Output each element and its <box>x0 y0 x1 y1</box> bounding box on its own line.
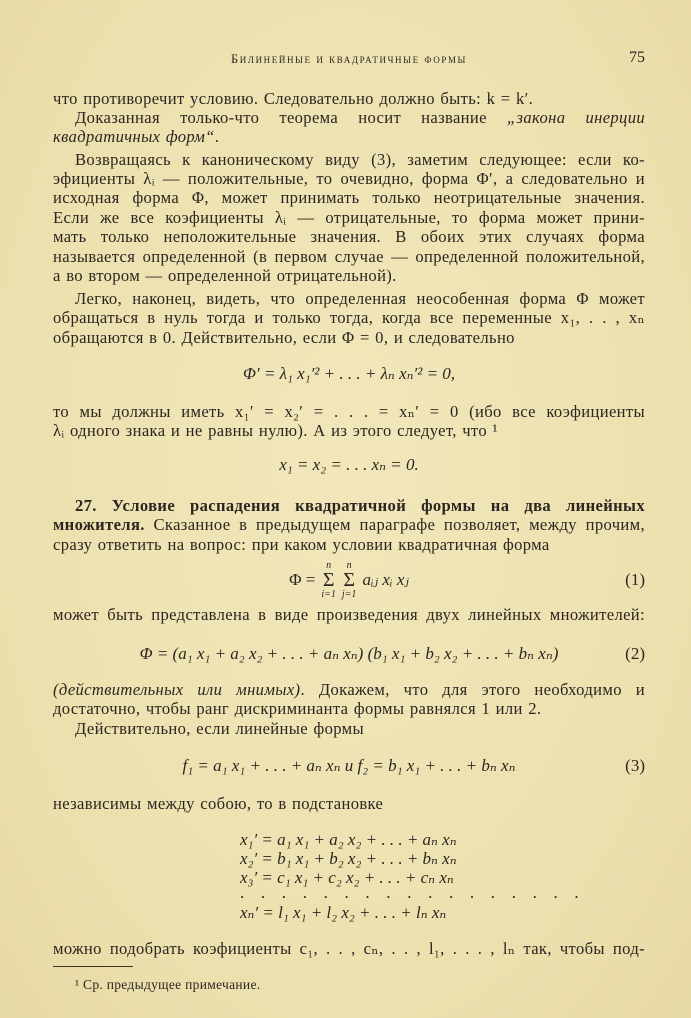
double-sum <box>289 560 409 600</box>
text-line <box>53 328 645 348</box>
equation-x-zero: x₁ = x₂ = . . . xₙ = 0. <box>279 455 419 474</box>
section-heading: множителя. <box>53 515 145 534</box>
sigma-j <box>342 560 357 600</box>
text-line <box>53 605 645 625</box>
footnote-rule <box>53 966 133 967</box>
text-span: Сказанное в предыдущем параграфе позволяет, между прочим, <box>144 515 645 534</box>
text-span: достаточно, чтобы ранг дискриминанта формы равнялся 1 или 2. <box>53 699 542 718</box>
text-line <box>53 188 645 208</box>
equation-2 <box>53 644 645 664</box>
text-line <box>53 108 645 128</box>
text-span: Если же все коэфициенты λᵢ — отрицательные, то форма может прини- <box>53 208 645 227</box>
text-line <box>53 308 645 328</box>
text-span: то мы должны иметь x₁′ = x₂′ = . . . = xₙ′ = 0 (ибо все коэфициенты <box>53 402 645 421</box>
italic-text: „закона инерции <box>506 108 646 127</box>
substitution-row: x₃′ = c₁ x₁ + c₂ x₂ + . . . + cₙ xₙ <box>240 868 454 887</box>
page-header <box>53 49 645 72</box>
equation-label-3: (3) <box>625 756 645 775</box>
sum-lhs: Φ = <box>289 570 316 589</box>
italic-text: квадратичных форм“ <box>53 127 215 146</box>
equation-1 <box>53 560 645 600</box>
text-line <box>53 266 645 286</box>
substitution-row: x₂′ = b₁ x₁ + b₂ x₂ + . . . + bₙ xₙ <box>240 849 457 868</box>
text-span: обращаться в нуль тогда и только тогда, когда все переменные x₁, . . , xₙ <box>53 308 645 327</box>
text-span: что противоречит условию. Следовательно должно быть: k = k′. <box>53 89 534 108</box>
equation-label-2: (2) <box>625 644 645 663</box>
text-span: . Докажем, что для этого необходимо и <box>300 680 645 699</box>
sum-upper-i: n <box>326 560 332 571</box>
text-span: мать только неположительные значения. В обоих этих случаях форма <box>53 227 645 246</box>
text-span: может быть представлена в виде произведения двух линейных множителей: <box>53 605 645 624</box>
equation-3-body: f₁ = a₁ x₁ + . . . + aₙ xₙ и f₂ = b₁ x₁ + . . . + bₙ xₙ <box>182 756 516 775</box>
text-line <box>53 719 645 739</box>
text-line <box>53 150 645 170</box>
running-title: Билинейные и квадратичные формы <box>230 52 467 66</box>
sum-lower-j: j=1 <box>341 589 357 600</box>
text-line <box>53 289 645 309</box>
equation-phi-prime: Φ′ = λ₁ x₁′² + . . . + λₙ xₙ′² = 0, <box>242 364 456 383</box>
text-line <box>53 515 645 535</box>
text-line <box>53 89 645 109</box>
equation-3 <box>53 756 645 776</box>
text-line <box>53 402 645 422</box>
text-span: Доказанная только-что теорема носит название <box>75 108 507 127</box>
sigma-symbol: Σ <box>322 569 335 591</box>
text-span: можно подобрать коэфициенты c₁, . . , cₙ, . . , l₁, . . . , lₙ так, чтобы под- <box>53 939 645 958</box>
text-span: . <box>214 127 220 146</box>
substitution-ellipsis: . . . . . . . . . . . . . . . . . <box>240 883 585 902</box>
text-line <box>53 496 645 516</box>
text-span: Возвращаясь к каноническому виду (3), заметим следующее: если ко- <box>75 150 645 169</box>
text-span: сразу ответить на вопрос: при каком условии квадратичная форма <box>53 535 550 554</box>
sum-term: aᵢⱼ xᵢ xⱼ <box>362 570 409 589</box>
text-line <box>53 208 645 228</box>
text-span: независимы между собою, то в подстановке <box>53 794 384 813</box>
section-heading: 27. Условие распадения квадратичной формы на два линейных <box>75 496 645 515</box>
text-line <box>53 227 645 247</box>
sigma-symbol: Σ <box>343 569 355 591</box>
equation-label-1: (1) <box>625 570 645 589</box>
sum-lower-i: i=1 <box>321 589 336 600</box>
text-line <box>53 535 645 555</box>
equation-2-body: Φ = (a₁ x₁ + a₂ x₂ + . . . + aₙ xₙ) (b₁ x₁ + b₂ x₂ + . . . + bₙ xₙ) <box>139 644 559 663</box>
footnote: ¹ Ср. предыдущее примечание. <box>75 977 261 992</box>
text-span: Действительно, если линейные формы <box>75 719 364 738</box>
text-line <box>53 247 645 267</box>
text-line <box>53 169 645 189</box>
text-span: Легко, наконец, видеть, что определенная неособенная форма Φ может <box>75 289 645 308</box>
substitution-row: x₁′ = a₁ x₁ + a₂ x₂ + . . . + aₙ xₙ <box>240 830 457 849</box>
substitution-row: xₙ′ = l₁ x₁ + l₂ x₂ + . . . + lₙ xₙ <box>240 903 447 922</box>
text-line <box>53 794 645 814</box>
page-number: 75 <box>629 49 645 66</box>
text-span: λᵢ одного знака и не равны нулю). А из этого следует, что ¹ <box>53 421 498 440</box>
text-line <box>53 939 645 959</box>
text-span: эфициенты λᵢ — положительные, то очевидно, форма Φ′, а следовательно и <box>53 169 645 188</box>
text-line <box>53 127 645 147</box>
text-line <box>53 421 645 441</box>
text-span: называется определенной (в первом случае — определенной положительной, <box>53 247 645 266</box>
sigma-i <box>321 560 336 600</box>
text-span: исходная форма Φ, может принимать только неотрицательные значения. <box>53 188 645 207</box>
sum-upper-j: n <box>346 560 352 571</box>
text-span: обращаются в 0. Действительно, если Φ = 0, и следовательно <box>53 328 515 347</box>
text-line <box>53 680 645 700</box>
text-span: а во втором — определенной отрицательной). <box>53 266 397 285</box>
text-line <box>53 699 645 719</box>
italic-text: (действительных или мнимых) <box>53 680 301 699</box>
